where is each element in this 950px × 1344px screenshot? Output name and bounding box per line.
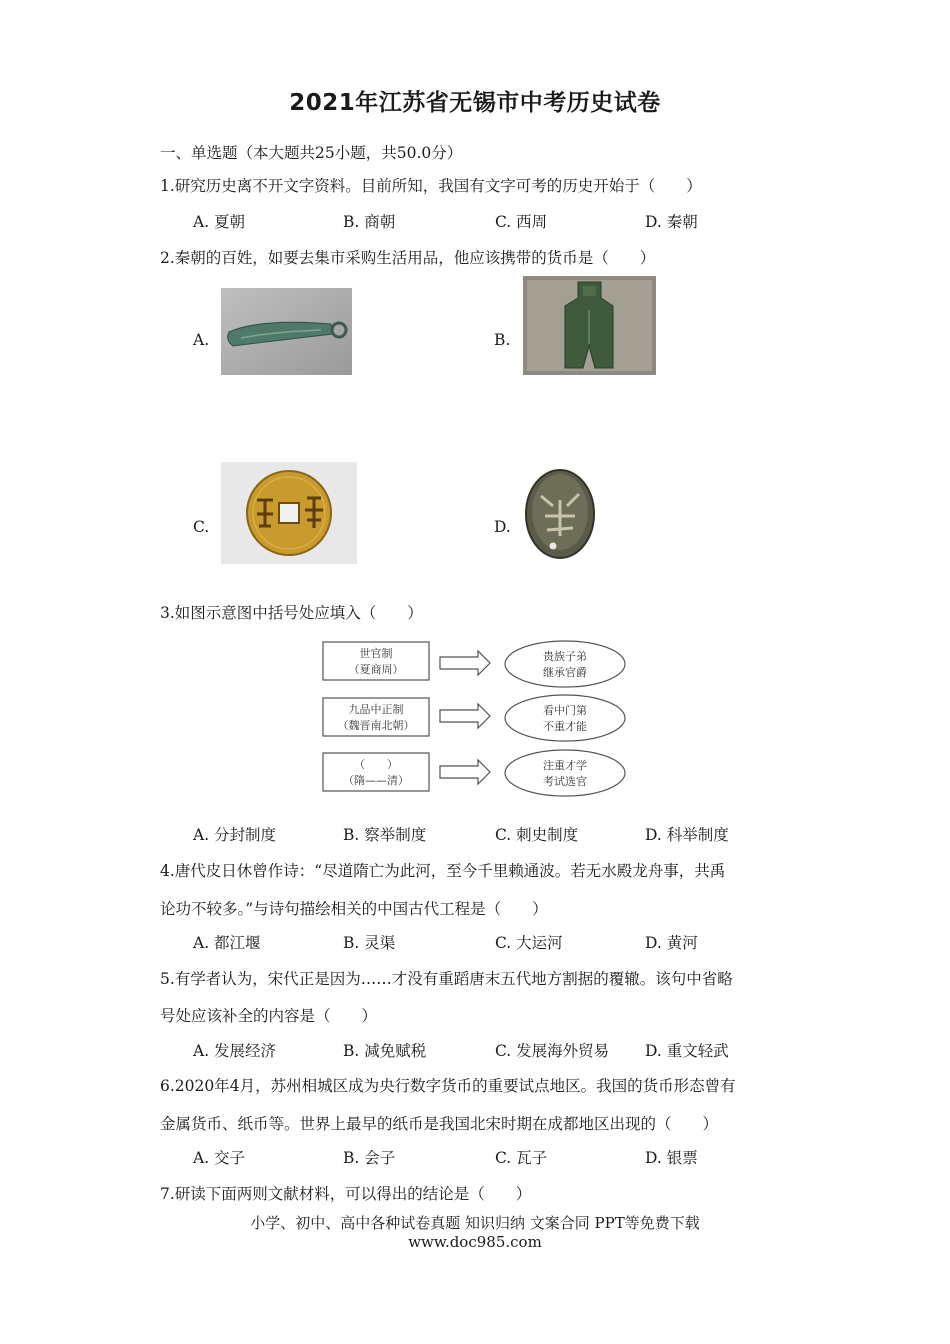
- diagram-arrow-2: [440, 704, 490, 728]
- question-6-stem-line1: 6.2020年4月，苏州相城区成为央行数字货币的重要试点地区。我国的货币形态曾有: [160, 1077, 736, 1095]
- diagram-right-2-line2: 不重才能: [543, 720, 587, 733]
- q5-option-b: B. 减免赋税: [343, 1042, 427, 1060]
- footer-url[interactable]: www.doc985.com: [408, 1233, 542, 1251]
- diagram-left-box-3: [323, 753, 429, 791]
- q6-option-c: C. 瓦子: [495, 1149, 548, 1167]
- q2-option-c: C.: [193, 518, 210, 536]
- diagram-left-box-1: [323, 642, 429, 680]
- diagram-right-ellipse-3: [505, 750, 625, 796]
- q5-option-d: D. 重文轻武: [645, 1042, 729, 1060]
- question-4-stem-line2: 论功不较多。”与诗句描绘相关的中国古代工程是（ ）: [160, 900, 548, 918]
- diagram-right-2-line1: 看中门第: [543, 704, 587, 717]
- diagram-right-3-line1: 注重才学: [543, 759, 587, 772]
- q6-option-a: A. 交子: [193, 1149, 246, 1167]
- diagram-right-ellipse-2: [505, 695, 625, 741]
- q3-option-d: D. 科举制度: [645, 826, 729, 844]
- diagram-left-1-line2: （夏商周）: [348, 663, 404, 676]
- question-3-stem: 3.如图示意图中括号处应填入（ ）: [160, 604, 423, 622]
- q5-option-a: A. 发展经济: [193, 1042, 277, 1060]
- q2-option-b: B.: [494, 331, 511, 349]
- q4-option-d: D. 黄河: [645, 934, 698, 952]
- question-4-stem-line1: 4.唐代皮日休曾作诗：“尽道隋亡为此河，至今千里赖通波。若无水殿龙舟事，共禹: [160, 862, 726, 880]
- q3-option-c: C. 刺史制度: [495, 826, 579, 844]
- diagram-right-1-line2: 继承官爵: [543, 666, 587, 679]
- q6-option-b: B. 会子: [343, 1149, 396, 1167]
- q5-option-c: C. 发展海外贸易: [495, 1042, 610, 1060]
- question-5-stem-line1: 5.有学者认为，宋代正是因为……才没有重蹈唐末五代地方割据的覆辙。该句中省略: [160, 970, 733, 988]
- q2-option-d: D.: [494, 518, 511, 536]
- diagram-left-1-line1: 世官制: [359, 647, 393, 660]
- diagram-left-2-line2: （魏晋南北朝）: [337, 719, 415, 732]
- diagram-arrows: [440, 651, 490, 784]
- ant-nose-coin-image: [523, 466, 598, 562]
- section-heading: 一、单选题（本大题共25小题，共50.0分）: [160, 144, 463, 162]
- footer-promo-text: 小学、初中、高中各种试卷真题 知识归纳 文案合同 PPT等免费下载: [250, 1214, 700, 1232]
- diagram-left-3-line2: （隋——清）: [343, 774, 409, 787]
- official-selection-diagram: [320, 638, 630, 800]
- question-1-stem: 1.研究历史离不开文字资料。目前所知，我国有文字可考的历史开始于（ ）: [160, 177, 702, 195]
- diagram-right-3-line2: 考试选官: [543, 775, 587, 788]
- page-title: 2021年江苏省无锡市中考历史试卷: [289, 90, 661, 116]
- banliang-coin-image: [221, 462, 357, 564]
- q1-option-d: D. 秦朝: [645, 213, 698, 231]
- q1-option-c: C. 西周: [495, 213, 548, 231]
- diagram-arrow-1: [440, 651, 490, 675]
- diagram-right-ellipse-1: [505, 641, 625, 687]
- diagram-left-2-line1: 九品中正制: [348, 703, 404, 716]
- q2-option-a: A.: [193, 331, 210, 349]
- diagram-right-1-line1: 贵族子弟: [543, 650, 587, 663]
- question-6-stem-line2: 金属货币、纸币等。世界上最早的纸币是我国北宋时期在成都地区出现的（ ）: [160, 1115, 719, 1133]
- q1-option-b: B. 商朝: [343, 213, 396, 231]
- q4-option-a: A. 都江堰: [193, 934, 261, 952]
- diagram-left-box-2: [323, 698, 429, 736]
- q3-option-a: A. 分封制度: [193, 826, 277, 844]
- q1-option-a: A. 夏朝: [193, 213, 246, 231]
- q3-option-b: B. 察举制度: [343, 826, 427, 844]
- knife-coin-image: [221, 288, 352, 375]
- question-7-stem: 7.研读下面两则文献材料，可以得出的结论是（ ）: [160, 1185, 532, 1203]
- question-5-stem-line2: 号处应该补全的内容是（ ）: [160, 1007, 378, 1025]
- diagram-arrow-3: [440, 760, 490, 784]
- question-2-stem: 2.秦朝的百姓，如要去集市采购生活用品，他应该携带的货币是（ ）: [160, 249, 656, 267]
- q4-option-b: B. 灵渠: [343, 934, 396, 952]
- q6-option-d: D. 银票: [645, 1149, 698, 1167]
- spade-coin-image: [523, 276, 656, 375]
- q4-option-c: C. 大运河: [495, 934, 563, 952]
- diagram-left-3-line1: （ ）: [354, 758, 398, 771]
